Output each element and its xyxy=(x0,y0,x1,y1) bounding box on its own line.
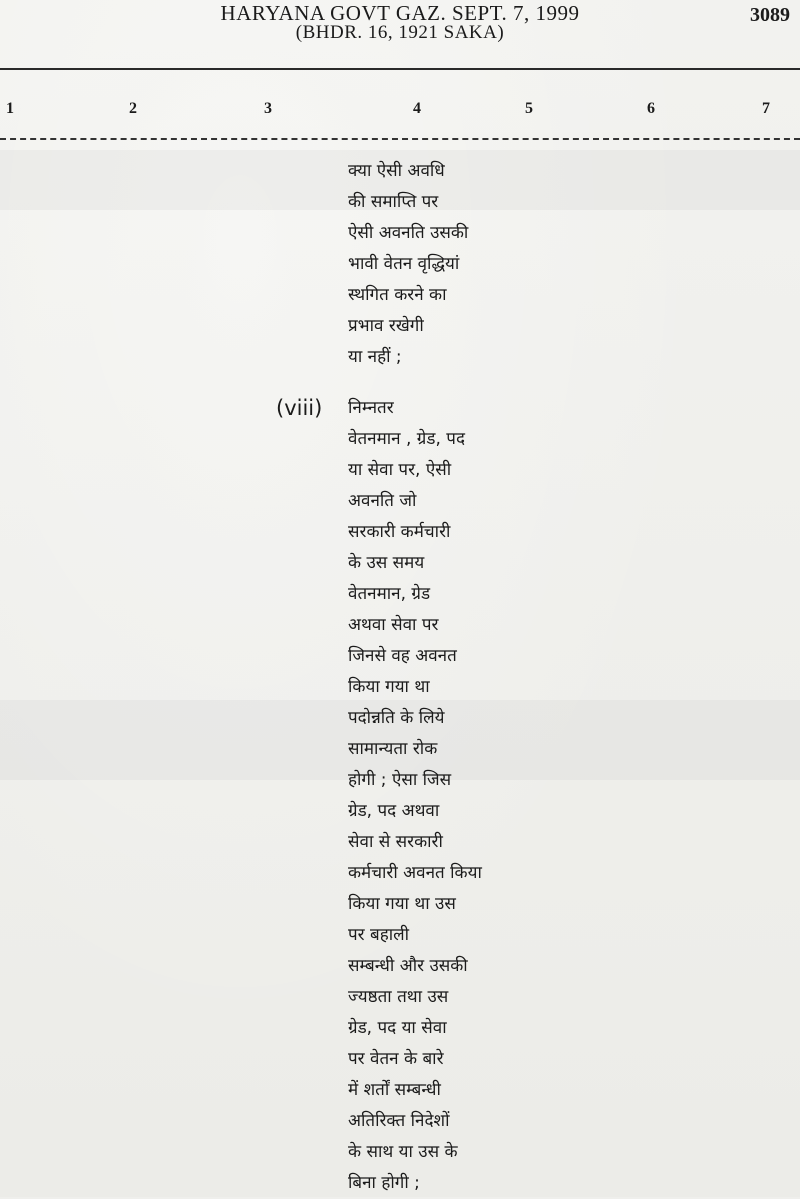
text-line: कर्मचारी अवनत किया xyxy=(348,863,482,883)
column-number-2: 2 xyxy=(129,100,137,117)
text-line: ज्यष्ठता तथा उस xyxy=(348,987,449,1007)
text-line: या नहीं ; xyxy=(348,347,402,367)
page-number: 3089 xyxy=(750,4,790,26)
column-number-6: 6 xyxy=(647,100,655,117)
text-line: या सेवा पर, ऐसी xyxy=(348,460,452,480)
text-line: स्थगित करने का xyxy=(348,285,447,305)
text-line: सरकारी कर्मचारी xyxy=(348,522,451,542)
column-number-5: 5 xyxy=(525,100,533,117)
column-header-rule xyxy=(0,138,800,140)
text-line: ग्रेड, पद अथवा xyxy=(348,801,440,821)
text-line: में शर्तों सम्बन्धी xyxy=(348,1080,441,1100)
text-line: अथवा सेवा पर xyxy=(348,615,439,635)
text-line: निम्नतर xyxy=(348,398,394,418)
column-number-1: 1 xyxy=(6,100,14,117)
text-line: सम्बन्धी और उसकी xyxy=(348,956,468,976)
text-line: प्रभाव रखेगी xyxy=(348,316,424,336)
item-marker-viii: (viii) xyxy=(276,396,323,420)
text-line: क्या ऐसी अवधि xyxy=(348,161,445,181)
text-line: वेतनमान , ग्रेड, पद xyxy=(348,429,465,449)
column-number-7: 7 xyxy=(762,100,770,117)
text-line: सेवा से सरकारी xyxy=(348,832,443,852)
text-line: किया गया था xyxy=(348,677,430,697)
clause-text xyxy=(348,156,482,1199)
column-number-3: 3 xyxy=(264,100,272,117)
text-line: बिना होगी ; xyxy=(348,1173,420,1193)
text-line: होगी ; ऐसा जिस xyxy=(348,770,452,790)
text-line: जिनसे वह अवनत xyxy=(348,646,457,666)
text-line: अवनति जो xyxy=(348,491,417,511)
text-line: पर वेतन के बारे xyxy=(348,1049,444,1069)
gazette-title: HARYANA GOVT GAZ. SEPT. 7, 1999 xyxy=(220,1,580,25)
text-line: के उस समय xyxy=(348,553,425,573)
text-line: भावी वेतन वृद्धियां xyxy=(348,254,460,274)
text-line: पर बहाली xyxy=(348,925,410,945)
text-line: किया गया था उस xyxy=(348,894,456,914)
text-line: अतिरिक्त निदेशों xyxy=(348,1111,450,1131)
text-line: सामान्यता रोक xyxy=(348,739,438,759)
gazette-date-saka: (BHDR. 16, 1921 SAKA) xyxy=(295,22,505,43)
text-line: पदोन्नति के लिये xyxy=(348,708,445,728)
text-line: ऐसी अवनति उसकी xyxy=(348,223,469,243)
text-line: वेतनमान, ग्रेड xyxy=(348,584,431,604)
column-number-4: 4 xyxy=(413,100,421,117)
text-line: ग्रेड, पद या सेवा xyxy=(348,1018,447,1038)
header-rule xyxy=(0,68,800,70)
text-line: के साथ या उस के xyxy=(348,1142,458,1162)
text-line: की समाप्ति पर xyxy=(348,192,439,212)
paragraph-gap xyxy=(348,373,482,393)
